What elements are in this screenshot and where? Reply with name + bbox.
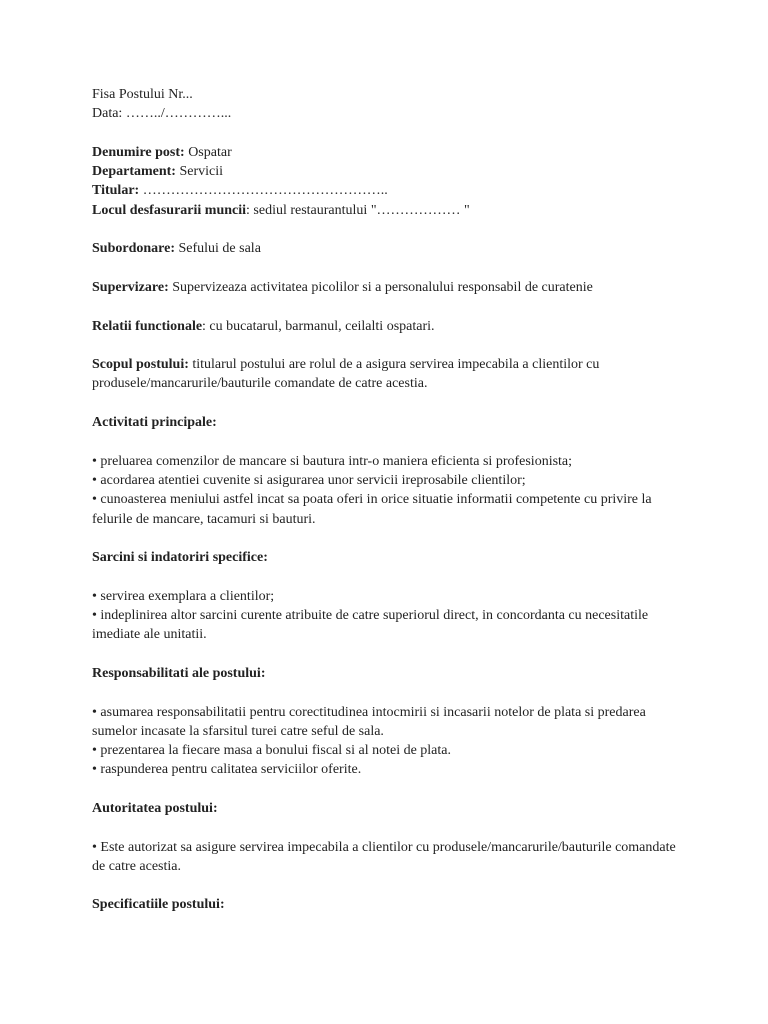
list-item: • cunoasterea meniului astfel incat sa poata oferi in orice situatie informatii competente cu privire la felurile de mancare, tacamuri si bauturi. xyxy=(92,492,652,527)
field-label: Locul desfasurarii muncii xyxy=(92,202,247,218)
section-label: Subordonare: xyxy=(92,241,175,257)
list-item: • raspunderea pentru calitatea serviciilor oferite. xyxy=(92,762,362,778)
field-value: : sediul restaurantului "……………… " xyxy=(246,202,470,218)
field-value: Servicii xyxy=(175,164,224,180)
section-label: Supervizare: xyxy=(92,279,169,295)
heading-responsabilitati: Responsabilitati ale postului: xyxy=(92,665,266,681)
document-date: Data: ……../…………... xyxy=(92,106,232,122)
list-item: • indeplinirea altor sarcini curente atribuite de catre superiorul direct, in concordanta cu necesitatile imediate ale unitatii. xyxy=(92,608,649,643)
section-value: titularul postului are rolul de a asigura servirea impecabila a clientilor cu produsele/mancarurile/bauturile comandate de catre acestia. xyxy=(92,357,600,392)
section-value: : cu bucatarul, barmanul, ceilalti ospatari. xyxy=(202,318,435,334)
document-content xyxy=(92,85,682,915)
field-titular xyxy=(92,181,682,200)
field-label: Departament: xyxy=(92,164,176,180)
section-subordonare xyxy=(92,239,682,258)
field-value: Ospatar xyxy=(184,144,232,160)
field-denumire-post xyxy=(92,143,682,162)
list-item: • prezentarea la fiecare masa a bonului fiscal si al notei de plata. xyxy=(92,743,452,759)
list-item: • servirea exemplara a clientilor; xyxy=(92,588,275,604)
list-item: • Este autorizat sa asigure servirea impecabila a clientilor cu produsele/mancarurile/bauturile comandate de catre acestia. xyxy=(92,839,676,874)
section-scopul-postului xyxy=(92,355,682,394)
heading-specificatiile: Specificatiile postului: xyxy=(92,897,225,913)
heading-activitati-principale: Activitati principale: xyxy=(92,415,217,431)
list-item: • asumarea responsabilitatii pentru corectitudinea intocmirii si incasarii notelor de plata si predarea sumelor incasate la sfarsitul turei catre seful de sala. xyxy=(92,704,646,739)
heading-autoritatea: Autoritatea postului: xyxy=(92,800,218,816)
section-supervizare xyxy=(92,278,682,297)
section-value: Sefului de sala xyxy=(174,241,261,257)
field-value: …………………………………………….. xyxy=(139,183,388,199)
list-item: • preluarea comenzilor de mancare si bautura intr-o maniera eficienta si profesionista; xyxy=(92,453,573,469)
field-departament xyxy=(92,162,682,181)
section-relatii-functionale xyxy=(92,317,682,336)
field-label: Denumire post: xyxy=(92,144,185,160)
document-title: Fisa Postului Nr... xyxy=(92,87,193,102)
field-locul-muncii xyxy=(92,201,682,220)
section-label: Scopul postului: xyxy=(92,357,189,373)
section-label: Relatii functionale xyxy=(92,318,203,334)
section-value: Supervizeaza activitatea picolilor si a personalului responsabil de curatenie xyxy=(168,279,593,295)
heading-sarcini: Sarcini si indatoriri specifice: xyxy=(92,550,268,566)
list-item: • acordarea atentiei cuvenite si asigurarea unor servicii ireprosabile clientilor; xyxy=(92,472,526,488)
field-label: Titular: xyxy=(92,183,140,199)
